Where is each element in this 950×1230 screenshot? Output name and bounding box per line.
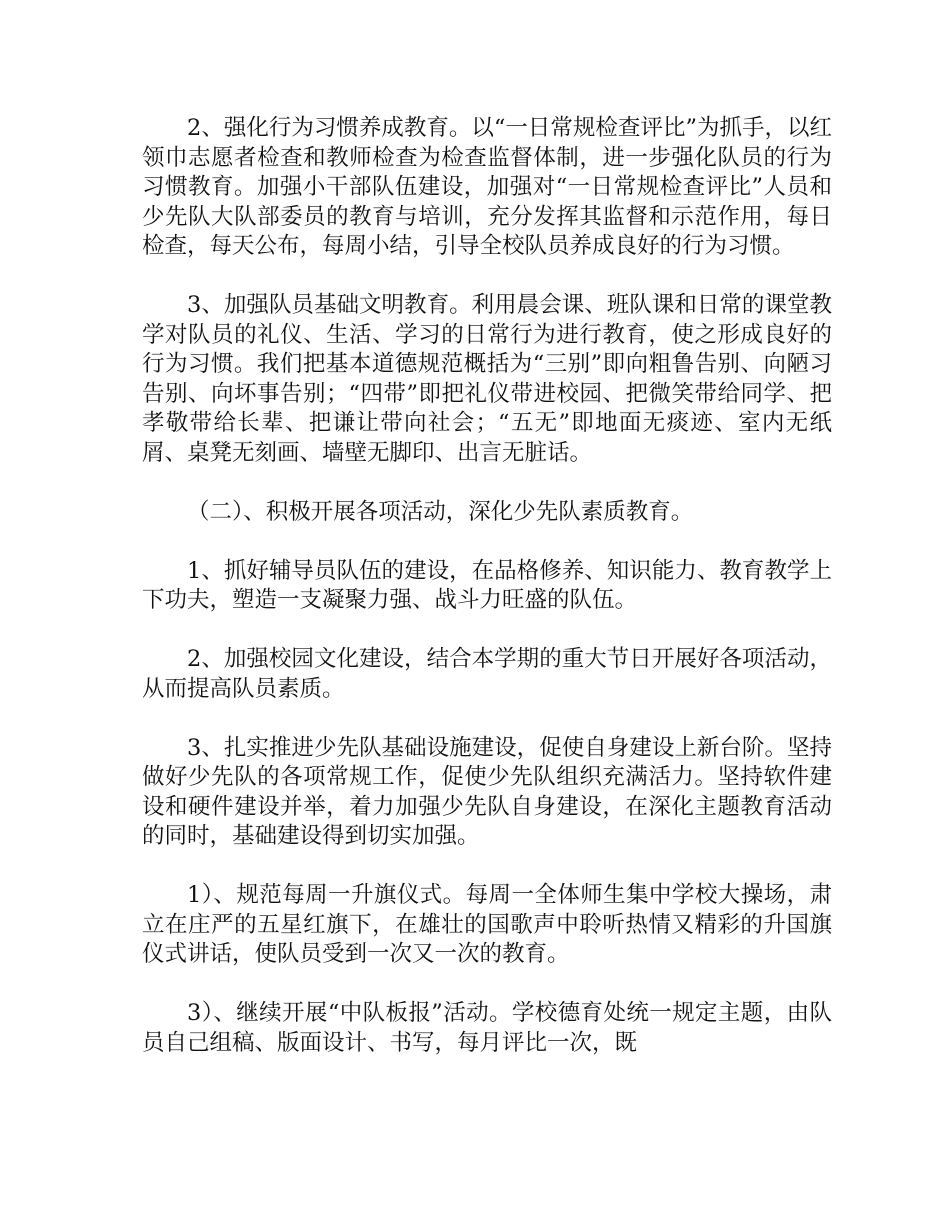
paragraph-behavior-habits: 2、强化行为习惯养成教育。以“一日常规检查评比”为抓手，以红领巾志愿者检查和教师检查为检查监督体制，进一步强化队员的行为习惯教育。加强小干部队伍建设，加强对“一日常规检查评比”人员和少先队大队部委员的教育与培训，充分发挥其监督和示范作用，每日检查，每天公布，每周小结，引导全校队员养成良好的行为习惯。: [142, 115, 832, 259]
paragraph-infrastructure: 3、扎实推进少先队基础设施建设，促使自身建设上新台阶。坚持做好少先队的各项常规工作，促使少先队组织充满活力。坚持软件建设和硬件建设并举，着力加强少先队自身建设，在深化主题教育活动的同时，基础建设得到切实加强。: [142, 734, 832, 849]
paragraph-basic-civility: 3、加强队员基础文明教育。利用晨会课、班队课和日常的课堂教学对队员的礼仪、生活、学习的日常行为进行教育，使之形成良好的行为习惯。我们把基本道德规范概括为“三别”即向粗鲁告别、向陋习告别、向坏事告别；“四带”即把礼仪带进校园、把微笑带给同学、把孝敬带给长辈、把谦让带向社会；“五无”即地面无痰迹、室内无纸屑、桌凳无刻画、墙壁无脚印、出言无脏话。: [142, 292, 832, 466]
section-heading-activities: （二）、积极开展各项活动，深化少先队素质教育。: [187, 498, 694, 525]
paragraph-campus-culture: 2、加强校园文化建设，结合本学期的重大节日开展好各项活动，从而提高队员素质。: [142, 646, 832, 702]
paragraph-flag-raising: 1）、规范每周一升旗仪式。每周一全体师生集中学校大操场，肃立在庄严的五星红旗下，在雄壮的国歌声中聆听热情又精彩的升国旗仪式讲话，使队员受到一次又一次的教育。: [142, 882, 832, 967]
document-page: [142, 114, 832, 1088]
paragraph-counselor-team: 1、抓好辅导员队伍的建设，在品格修养、知识能力、教育教学上下功夫，塑造一支凝聚力强、战斗力旺盛的队伍。: [142, 557, 832, 613]
paragraph-blackboard: 3）、继续开展“中队板报”活动。学校德育处统一规定主题，由队员自己组稿、版面设计、书写，每月评比一次，既: [142, 1000, 832, 1056]
